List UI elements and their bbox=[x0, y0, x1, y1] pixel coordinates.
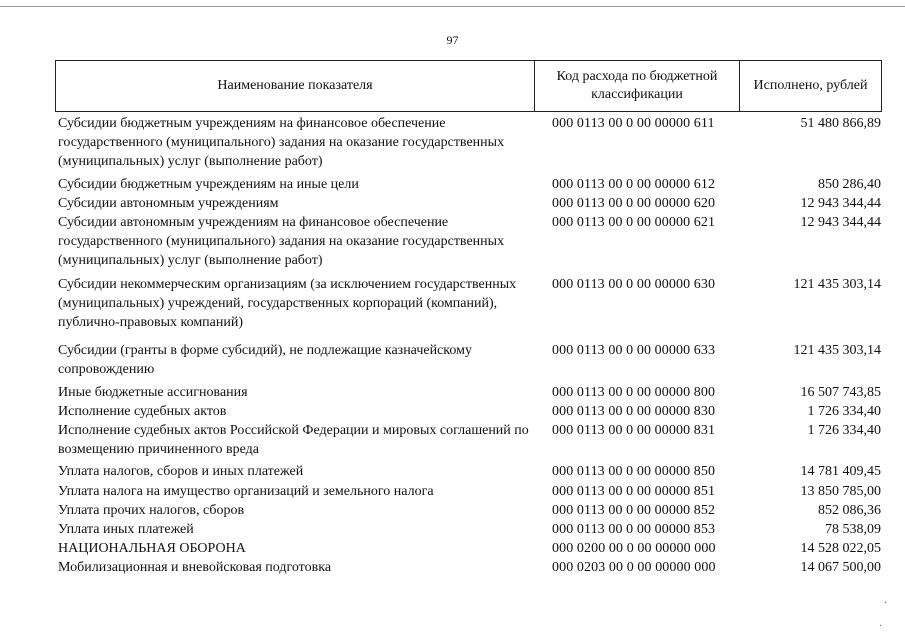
table-row bbox=[58, 383, 881, 402]
top-border-line bbox=[0, 6, 905, 7]
table-header bbox=[55, 60, 882, 112]
row-name: Уплата прочих налогов, сборов bbox=[58, 502, 245, 518]
row-name: Субсидии автономным учреждениям на финансовое обеспечение государственного (муниципального) задания на оказание государственных (муниципальных) услуг (выполнение работ) bbox=[58, 215, 505, 269]
row-name: Субсидии бюджетным учреждениям на финансовое обеспечение государственного (муниципального) задания на оказание государственных (муниципальных) услуг (выполнение работ) bbox=[58, 116, 505, 170]
row-amount: 51 480 866,89 bbox=[800, 116, 881, 131]
table-row bbox=[58, 275, 881, 333]
table-row bbox=[58, 114, 881, 172]
row-code: 000 0113 00 0 00 00000 620 bbox=[552, 195, 716, 211]
row-code: 000 0113 00 0 00 00000 830 bbox=[552, 403, 716, 419]
row-amount: 13 850 785,00 bbox=[800, 483, 881, 499]
row-amount: 14 067 500,00 bbox=[800, 560, 881, 576]
row-code: 000 0113 00 0 00 00000 853 bbox=[552, 522, 716, 538]
row-amount: 1 726 334,40 bbox=[807, 403, 881, 419]
row-amount: 850 286,40 bbox=[818, 176, 881, 192]
row-name: Исполнение судебных актов Российской Федерации и мировых соглашений по возмещению причиненного вреда bbox=[58, 423, 529, 458]
column-header-name: Наименование показателя bbox=[56, 61, 535, 111]
row-amount: 78 538,09 bbox=[825, 522, 881, 538]
table-row bbox=[58, 558, 881, 577]
row-name: Мобилизационная и вневойсковая подготовка bbox=[58, 560, 332, 576]
table-row bbox=[58, 421, 881, 459]
table-row bbox=[58, 462, 881, 481]
column-header-amount: Исполнено, рублей bbox=[753, 78, 868, 93]
table-row bbox=[58, 520, 881, 539]
row-amount: 852 086,36 bbox=[818, 502, 881, 518]
row-name: Уплата иных платежей bbox=[58, 522, 194, 538]
row-code: 000 0113 00 0 00 00000 852 bbox=[552, 502, 716, 518]
row-amount: 12 943 344,44 bbox=[800, 215, 881, 231]
row-name: НАЦИОНАЛЬНАЯ ОБОРОНА bbox=[58, 541, 246, 557]
table-row bbox=[58, 482, 881, 501]
row-name: Уплата налогов, сборов и иных платежей bbox=[58, 464, 304, 480]
table-row bbox=[58, 175, 881, 194]
row-code: 000 0113 00 0 00 00000 633 bbox=[552, 343, 716, 359]
row-amount: 1 726 334,40 bbox=[807, 423, 881, 439]
table-row bbox=[58, 501, 881, 520]
row-code: 000 0113 00 0 00 00000 851 bbox=[552, 483, 716, 499]
row-amount: 121 435 303,14 bbox=[793, 343, 881, 359]
table-row bbox=[58, 341, 881, 379]
row-name: Субсидии бюджетным учреждениям на иные цели bbox=[58, 176, 359, 192]
table-row bbox=[58, 539, 881, 558]
row-code: 000 0113 00 0 00 00000 831 bbox=[552, 423, 716, 439]
row-name: Субсидии автономным учреждениям bbox=[58, 195, 279, 211]
column-header-code: Код расхода по бюджетной классификации bbox=[535, 61, 740, 111]
table-row bbox=[58, 213, 881, 271]
row-name: Уплата налога на имущество организаций и земельного налога bbox=[58, 483, 434, 499]
table-row bbox=[58, 402, 881, 421]
row-name: Иные бюджетные ассигнования bbox=[58, 384, 248, 400]
scan-speck: · bbox=[879, 621, 883, 632]
row-amount: 14 781 409,45 bbox=[800, 464, 881, 480]
row-code: 000 0113 00 0 00 00000 611 bbox=[552, 116, 715, 131]
row-name: Субсидии (гранты в форме субсидий), не подлежащие казначейскому сопровождению bbox=[58, 343, 472, 378]
table-row bbox=[58, 194, 881, 213]
row-code: 000 0113 00 0 00 00000 621 bbox=[552, 215, 716, 231]
row-code: 000 0113 00 0 00 00000 612 bbox=[552, 176, 716, 192]
row-code: 000 0113 00 0 00 00000 800 bbox=[552, 384, 716, 400]
row-code: 000 0200 00 0 00 00000 000 bbox=[552, 541, 716, 557]
table-body bbox=[58, 114, 881, 578]
row-name: Субсидии некоммерческим организациям (за исключением государственных (муниципальных) учреждений, государственных корпораций (компаний), публично-правовых компаний) bbox=[58, 276, 517, 331]
row-code: 000 0203 00 0 00 00000 000 bbox=[552, 560, 716, 576]
row-amount: 12 943 344,44 bbox=[800, 195, 881, 211]
row-code: 000 0113 00 0 00 00000 850 bbox=[552, 464, 716, 480]
page-number: 97 bbox=[446, 33, 459, 47]
row-amount: 16 507 743,85 bbox=[800, 384, 881, 400]
row-amount: 121 435 303,14 bbox=[793, 276, 881, 292]
row-name: Исполнение судебных актов bbox=[58, 403, 227, 419]
scan-speck: · bbox=[884, 598, 888, 609]
row-amount: 14 528 022,05 bbox=[800, 541, 881, 557]
row-code: 000 0113 00 0 00 00000 630 bbox=[552, 276, 716, 292]
